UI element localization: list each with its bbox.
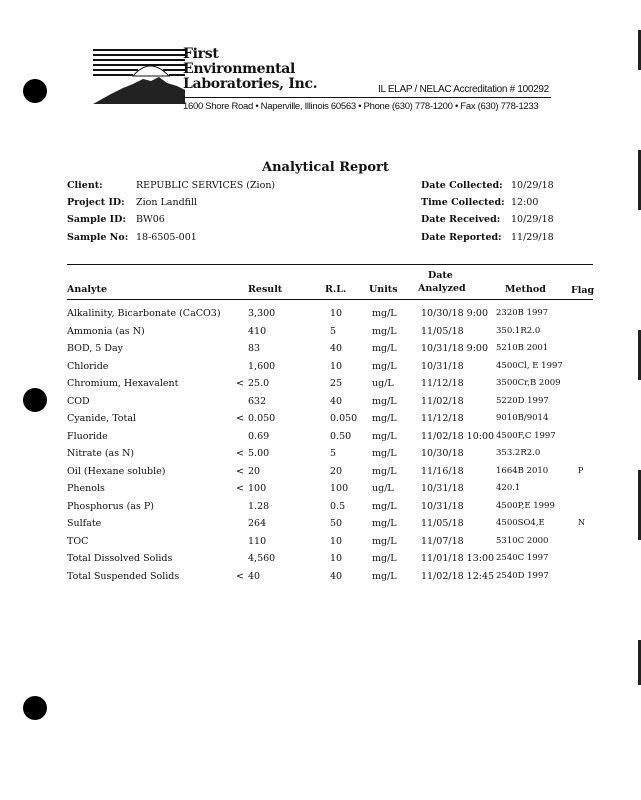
- table-row: [0, 326, 641, 343]
- cell-method: 4500Cl, E 1997: [496, 360, 563, 371]
- cell-method: 353.2R2.0: [496, 448, 541, 458]
- cell-analyte: COD: [67, 395, 90, 407]
- cell-date: 10/31/18 9:00: [421, 343, 489, 354]
- cell-units: ug/L: [372, 483, 394, 494]
- cell-analyte: Chloride: [67, 360, 109, 372]
- cell-method: 2540D 1997: [496, 570, 549, 581]
- cell-result: 5.00: [248, 448, 270, 459]
- cell-date: 10/31/18: [421, 360, 464, 372]
- cell-analyte: BOD, 5 Day: [67, 343, 123, 354]
- cell-date: 10/31/18: [421, 483, 464, 494]
- cell-analyte: Phosphorus (as P): [67, 500, 154, 512]
- column-header-units: Units: [369, 284, 398, 295]
- info-value: BW06: [136, 214, 165, 225]
- cell-date: 11/07/18: [421, 535, 464, 547]
- cell-analyte: Chromium, Hexavalent: [67, 378, 179, 389]
- cell-units: mg/L: [372, 430, 397, 442]
- column-header-divider: [67, 299, 593, 300]
- info-value: Zion Landfill: [136, 197, 198, 208]
- cell-qual: <: [236, 413, 244, 424]
- cell-date: 11/12/18: [421, 413, 464, 424]
- cell-flag: P: [578, 465, 584, 475]
- table-row: [0, 501, 641, 518]
- cell-rl: 10: [330, 308, 343, 319]
- header-divider: [67, 264, 593, 265]
- cell-analyte: TOC: [67, 535, 89, 547]
- cell-date: 11/12/18: [421, 378, 464, 389]
- cell-date: 11/16/18: [421, 465, 464, 477]
- cell-rl: 10: [330, 535, 343, 547]
- table-row: [0, 466, 641, 483]
- cell-method: 4500SO4,E: [496, 518, 545, 528]
- info-value: 12:00: [511, 197, 539, 208]
- cell-result: 100: [248, 483, 267, 494]
- info-value: REPUBLIC SERVICES (Zion): [136, 180, 276, 191]
- cell-units: ug/L: [372, 378, 394, 389]
- cell-analyte: Sulfate: [67, 518, 102, 529]
- cell-method: 9010B/9014: [496, 413, 549, 423]
- cell-result: 1.28: [248, 500, 270, 512]
- table-row: [0, 448, 641, 465]
- cell-rl: 20: [330, 465, 343, 477]
- cell-method: 5210B 2001: [496, 343, 549, 353]
- report-title: Analytical Report: [262, 160, 389, 175]
- cell-qual: <: [236, 570, 244, 582]
- column-header-rl: R.L.: [325, 284, 347, 295]
- table-row: [0, 431, 641, 448]
- cell-date: 10/30/18: [421, 448, 464, 459]
- cell-method: 1664B 2010: [496, 465, 549, 476]
- company-address: 1600 Shore Road • Naperville, Illinois 60563 • Phone (630) 778-1200 • Fax (630) 778-1233: [183, 101, 539, 112]
- table-row: [0, 536, 641, 553]
- company-name-line: First: [183, 46, 219, 62]
- info-label: Date Collected:: [421, 180, 503, 191]
- info-label: Date Received:: [421, 214, 501, 225]
- table-row: [0, 396, 641, 413]
- cell-units: mg/L: [372, 308, 397, 319]
- binder-hole-bottom: [23, 696, 47, 720]
- cell-result: 4,560: [248, 553, 276, 564]
- cell-result: 632: [248, 395, 267, 407]
- table-row: [0, 308, 641, 325]
- info-label: Client:: [67, 180, 103, 191]
- column-header-method: Method: [505, 284, 546, 295]
- table-row: [0, 413, 641, 430]
- cell-date: 11/02/18 12:45: [421, 570, 495, 582]
- cell-units: mg/L: [372, 553, 397, 564]
- cell-units: mg/L: [372, 395, 397, 407]
- binder-hole-top: [23, 79, 47, 103]
- company-logo: [93, 46, 185, 106]
- cell-analyte: Fluoride: [67, 430, 108, 442]
- info-value: 10/29/18: [511, 180, 554, 191]
- cell-date: 11/02/18 10:00: [421, 430, 495, 442]
- info-label: Sample No:: [67, 232, 129, 243]
- cell-rl: 40: [330, 570, 343, 582]
- cell-result: 3,300: [248, 308, 276, 319]
- cell-result: 0.050: [248, 413, 276, 424]
- cell-result: 410: [248, 325, 267, 337]
- cell-method: 5220D 1997: [496, 395, 549, 406]
- cell-units: mg/L: [372, 413, 397, 424]
- cell-method: 4500P,E 1999: [496, 500, 555, 511]
- column-header-date-top: Date: [428, 270, 453, 281]
- cell-units: mg/L: [372, 448, 397, 459]
- info-value: 10/29/18: [511, 214, 554, 225]
- cell-units: mg/L: [372, 465, 397, 477]
- info-label: Project ID:: [67, 197, 125, 208]
- cell-date: 11/01/18 13:00: [421, 553, 495, 564]
- cell-date: 11/02/18: [421, 395, 464, 407]
- cell-rl: 10: [330, 360, 343, 372]
- table-row: [0, 518, 641, 535]
- cell-units: mg/L: [372, 325, 397, 337]
- cell-method: 2540C 1997: [496, 553, 549, 563]
- cell-date: 10/30/18 9:00: [421, 308, 489, 319]
- cell-qual: <: [236, 378, 244, 389]
- cell-result: 83: [248, 343, 261, 354]
- cell-result: 25.0: [248, 378, 270, 389]
- info-value: 11/29/18: [511, 232, 554, 243]
- cell-result: 40: [248, 570, 261, 582]
- cell-rl: 10: [330, 553, 343, 564]
- table-row: [0, 483, 641, 500]
- cell-result: 0.69: [248, 430, 270, 442]
- cell-result: 1,600: [248, 360, 276, 372]
- cell-analyte: Ammonia (as N): [67, 325, 145, 337]
- cell-method: 420.1: [496, 483, 521, 493]
- info-label: Time Collected:: [421, 197, 505, 208]
- cell-rl: 5: [330, 325, 337, 337]
- cell-qual: <: [236, 465, 244, 477]
- column-header-analyte: Analyte: [67, 284, 107, 295]
- accreditation-number: IL ELAP / NELAC Accreditation # 100292: [378, 84, 549, 95]
- cell-flag: N: [578, 518, 585, 527]
- company-name: [183, 47, 317, 92]
- cell-units: mg/L: [372, 570, 397, 582]
- cell-rl: 0.50: [330, 430, 352, 442]
- cell-method: 5310C 2000: [496, 535, 549, 546]
- cell-rl: 100: [330, 483, 349, 494]
- cell-units: mg/L: [372, 500, 397, 512]
- letterhead-rule: [183, 97, 551, 98]
- cell-rl: 25: [330, 378, 343, 389]
- cell-result: 110: [248, 535, 267, 547]
- cell-rl: 5: [330, 448, 337, 459]
- cell-units: mg/L: [372, 518, 397, 529]
- cell-qual: <: [236, 448, 244, 459]
- company-name-line: Environmental: [183, 61, 296, 77]
- cell-result: 264: [248, 518, 267, 529]
- company-name-line: Laboratories, Inc.: [183, 76, 318, 92]
- cell-analyte: Nitrate (as N): [67, 448, 135, 459]
- cell-analyte: Phenols: [67, 483, 105, 494]
- table-row: [0, 378, 641, 395]
- info-value: 18-6505-001: [136, 232, 197, 243]
- cell-date: 11/05/18: [421, 518, 464, 529]
- cell-method: 3500Cr,B 2009: [496, 378, 561, 388]
- cell-analyte: Oil (Hexane soluble): [67, 465, 166, 477]
- cell-analyte: Total Suspended Solids: [67, 570, 180, 582]
- cell-units: mg/L: [372, 343, 397, 354]
- column-header-result: Result: [248, 284, 283, 295]
- cell-qual: <: [236, 483, 244, 494]
- table-row: [0, 361, 641, 378]
- cell-analyte: Total Dissolved Solids: [67, 553, 173, 564]
- column-header-date-bottom: Analyzed: [418, 283, 466, 294]
- cell-rl: 0.050: [330, 413, 358, 424]
- info-label: Sample ID:: [67, 214, 126, 225]
- cell-method: 350.1R2.0: [496, 325, 541, 336]
- cell-rl: 40: [330, 343, 343, 354]
- table-row: [0, 571, 641, 588]
- column-header-flag: Flag: [571, 285, 595, 296]
- cell-units: mg/L: [372, 360, 397, 372]
- cell-analyte: Alkalinity, Bicarbonate (CaCO3): [67, 308, 221, 319]
- cell-method: 4500F,C 1997: [496, 430, 556, 441]
- cell-units: mg/L: [372, 535, 397, 547]
- cell-analyte: Cyanide, Total: [67, 413, 137, 424]
- cell-date: 11/05/18: [421, 325, 464, 337]
- cell-rl: 50: [330, 518, 343, 529]
- cell-method: 2320B 1997: [496, 308, 549, 318]
- table-row: [0, 343, 641, 360]
- cell-rl: 40: [330, 395, 343, 407]
- cell-result: 20: [248, 465, 261, 477]
- table-row: [0, 553, 641, 570]
- cell-date: 10/31/18: [421, 500, 464, 512]
- info-label: Date Reported:: [421, 232, 502, 243]
- cell-rl: 0.5: [330, 500, 346, 512]
